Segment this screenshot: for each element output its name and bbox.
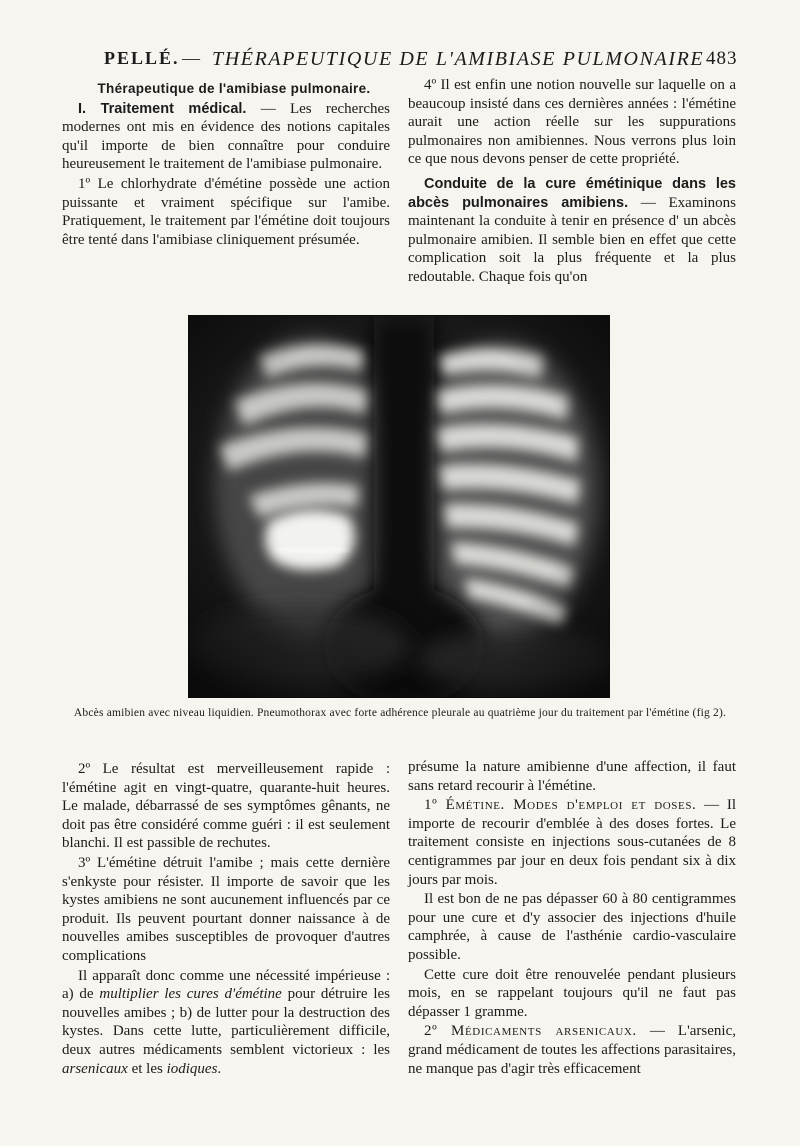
paragraph: présume la nature amibienne d'une affection, il faut sans retard recourir à l'émétine. bbox=[408, 759, 736, 794]
radiograph-image bbox=[189, 316, 609, 697]
paragraph-text: — L'arsenic, grand médicament de toutes les affections parasitaires, ne manque pas d'agir très efficacement bbox=[408, 1023, 736, 1077]
emphasis: arsenicaux bbox=[62, 1060, 128, 1077]
page-number: 483 bbox=[706, 48, 738, 69]
emphasis: iodiques bbox=[166, 1060, 218, 1077]
paragraph: 2º Le résultat est merveilleusement rapide : l'émétine agit en vingt-quatre, quarante-huit heures. Le malade, débarrassé de ses symptômes gênants, ne doit pas être considéré comme guéri : il est seulement blanchi. Il est passible de rechutes. bbox=[62, 761, 390, 852]
header-title: THÉRAPEUTIQUE DE L'AMIBIASE PULMONAIRE bbox=[212, 48, 705, 70]
paragraph bbox=[408, 175, 736, 287]
paragraph bbox=[62, 967, 390, 1079]
paragraph-text: — Les recherches modernes ont mis en évidence des notions capitales qu'il importe de bien connaître pour conduire heureusement le traitement de l'amibiase pulmonaire. bbox=[62, 100, 390, 173]
running-subtitle: Thérapeutique de l'amibiase pulmonaire. bbox=[97, 81, 371, 96]
paragraph-text: pour détruire les nouvelles amibes ; b) de lutter pour la destruction des kystes. Dans cette lutte, particulièrement difficile, deux autres médicaments semblent victorieux : les bbox=[62, 986, 390, 1058]
paragraph-text: — Examinons maintenant la conduite à tenir en présence d' un abcès pulmonaire amibien. Il semble bien en effet que cette complication soit la plus fréquente et la plus redoutable. Chaque fois qu'on bbox=[408, 194, 736, 285]
radiograph-figure bbox=[188, 315, 610, 698]
paragraph bbox=[408, 1022, 736, 1078]
paragraph: 4º Il est enfin une notion nouvelle sur laquelle on a beaucoup insisté dans ces dernières années : l'émétine aurait une action réelle sur les suppurations pulmonaires non amibiennes. Nous verrons plus loin ce que nous devons penser de cette propriété. bbox=[408, 77, 736, 168]
paragraph: 1º Le chlorhydrate d'émétine possède une action puissante et vraiment spécifique sur l'amibe. Pratiquement, le traitement par l'émétine doit toujours être tenté dans l'amibiase cliniquement présumée. bbox=[62, 175, 390, 248]
emphasis: multiplier les cures d'émétine bbox=[99, 986, 282, 1003]
paragraph-text: Il apparaît donc comme une nécessité impérieuse : a) de bbox=[62, 967, 390, 1003]
header-dash: — bbox=[182, 48, 200, 68]
section-heading: Conduite de la cure émétinique dans les abcès pulmonaires amibiens. bbox=[408, 175, 736, 211]
column-bottom-left bbox=[62, 760, 390, 1079]
paragraph-text: et les bbox=[127, 1060, 167, 1077]
paragraph-text: . bbox=[217, 1060, 222, 1077]
paragraph: Il est bon de ne pas dépasser 60 à 80 centigrammes pour une cure et d'y associer des injections d'huile camphrée, à cause de l'asthénie cardio-vasculaire possible. bbox=[408, 891, 736, 963]
paragraph bbox=[62, 100, 390, 174]
paragraph: Cette cure doit être renouvelée pendant plusieurs mois, en se rappelant toujours qu'il ne faut pas dépasser 1 gramme. bbox=[408, 966, 736, 1020]
paragraph bbox=[408, 796, 736, 889]
column-top-right bbox=[408, 76, 736, 288]
header-author: PELLÉ. bbox=[104, 48, 180, 68]
figure-caption: Abcès amibien avec niveau liquidien. Pneumothorax avec forte adhérence pleurale au quatrième jour du traitement par l'émétine (fig 2). bbox=[73, 707, 727, 719]
paragraph: 3º L'émétine détruit l'amibe ; mais cette dernière s'enkyste pour résister. Il importe de savoir que les kystes amibiens ne sont aucunement influencés par ce produit. Ils peuvent pourtant donner naissance à de nouvelles amibes susceptibles de provoquer d'autres complications bbox=[62, 854, 390, 964]
section-heading: I. Traitement médical. bbox=[78, 100, 247, 117]
section-heading: 1º Émétine. Modes d'emploi et doses. bbox=[424, 797, 697, 814]
section-heading: 2º Médicaments arsenicaux. bbox=[424, 1023, 637, 1040]
running-header bbox=[0, 44, 800, 74]
paragraph-text: — Il importe de recourir d'emblée à des doses fortes. Le traitement consiste en injections sous-cutanées de 8 centigrammes par jour en deux fois pendant six à dix jours par mois. bbox=[408, 797, 736, 888]
column-top-left bbox=[62, 80, 390, 250]
column-bottom-right bbox=[408, 758, 736, 1079]
